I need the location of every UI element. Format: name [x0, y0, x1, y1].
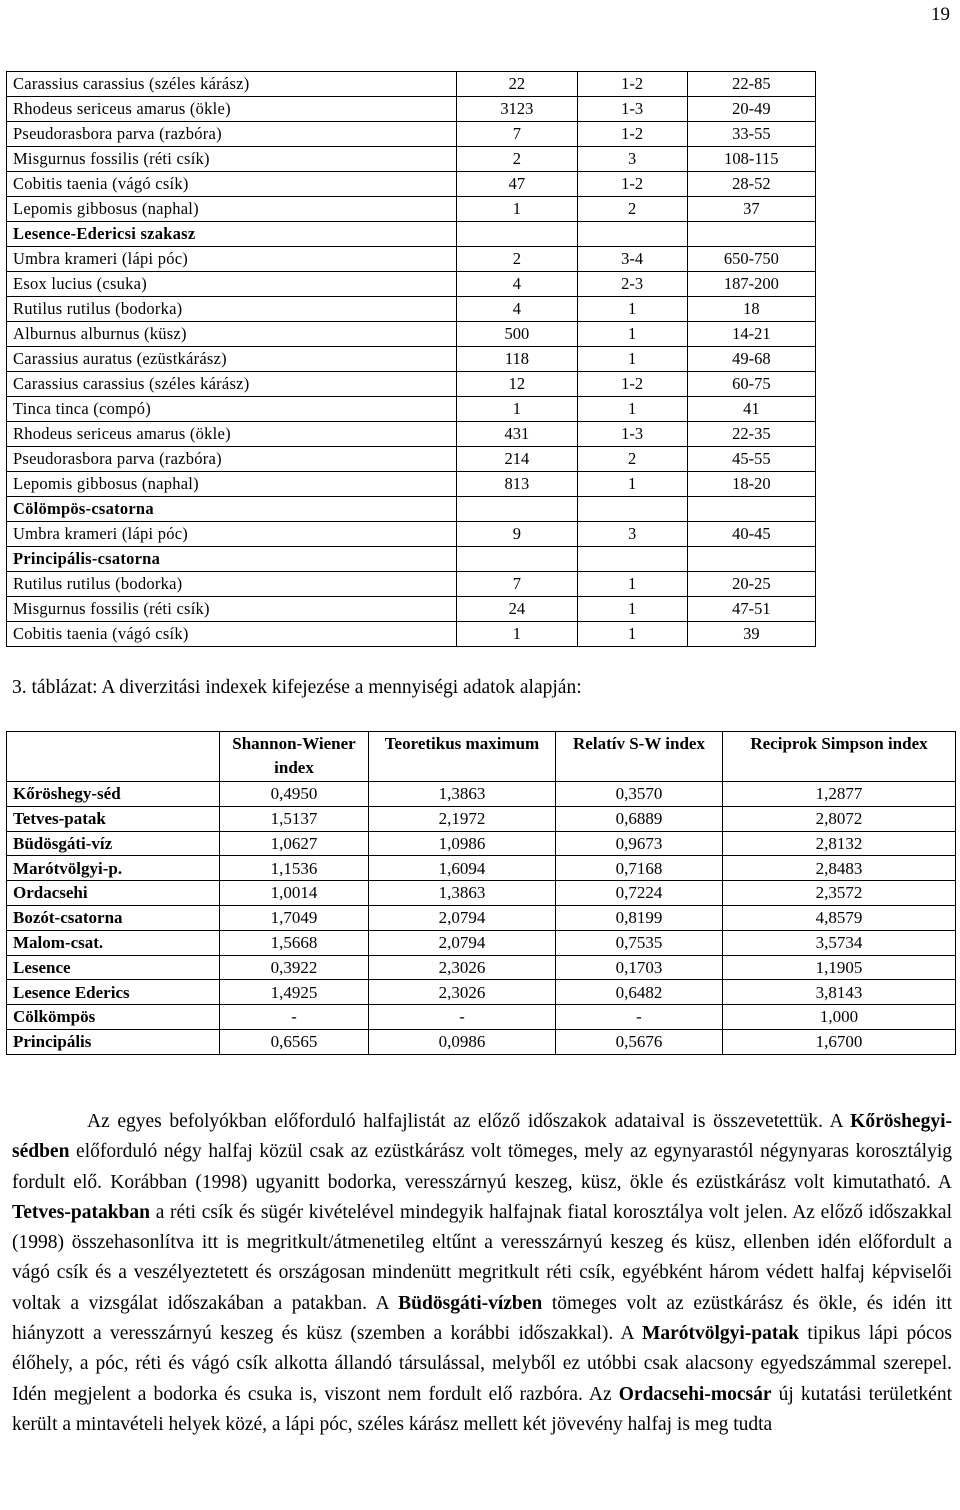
table-caption: 3. táblázat: A diverzitási indexek kifejezése a mennyiségi adatok alapján: — [12, 677, 582, 698]
table-row — [7, 147, 816, 172]
column-header: Reciprok Simpson index — [723, 732, 956, 782]
species-name: Carassius auratus (ezüstkárász) — [7, 347, 457, 372]
age-class: 1-2 — [577, 122, 687, 147]
age-class: 1-3 — [577, 422, 687, 447]
index-value: 1,1536 — [220, 856, 369, 881]
species-name: Rhodeus sericeus amarus (ökle) — [7, 97, 457, 122]
specimen-count: 1 — [457, 397, 577, 422]
index-value: 0,3922 — [220, 955, 369, 980]
specimen-count: 2 — [457, 147, 577, 172]
index-value: 0,6565 — [220, 1029, 369, 1054]
section-row — [7, 222, 816, 247]
species-name: Carassius carassius (széles kárász) — [7, 372, 457, 397]
table-row — [7, 522, 816, 547]
age-class: 1 — [577, 472, 687, 497]
size-range: 39 — [687, 622, 815, 647]
specimen-count: 9 — [457, 522, 577, 547]
diversity-index-table — [6, 731, 956, 1055]
size-range: 33-55 — [687, 122, 815, 147]
size-range: 108-115 — [687, 147, 815, 172]
species-name: Pseudorasbora parva (razbóra) — [7, 122, 457, 147]
index-value: - — [220, 1005, 369, 1030]
column-header: Relatív S-W index — [556, 732, 723, 782]
index-value: 2,3026 — [369, 955, 556, 980]
index-value: 1,0627 — [220, 831, 369, 856]
age-class: 1-2 — [577, 372, 687, 397]
section-title: Cölömpös-csatorna — [7, 497, 457, 522]
index-value: 1,7049 — [220, 905, 369, 930]
index-value: 0,7224 — [556, 881, 723, 906]
table-row — [7, 397, 816, 422]
specimen-count: 24 — [457, 597, 577, 622]
empty-cell — [577, 222, 687, 247]
age-class: 3 — [577, 522, 687, 547]
specimen-count: 12 — [457, 372, 577, 397]
size-range: 20-49 — [687, 97, 815, 122]
species-name: Alburnus alburnus (küsz) — [7, 322, 457, 347]
bold-location-name: Tetves-patakban — [12, 1201, 150, 1223]
table-row — [7, 72, 816, 97]
table-row — [7, 447, 816, 472]
table-row — [7, 297, 816, 322]
specimen-count: 1 — [457, 197, 577, 222]
empty-cell — [687, 547, 815, 572]
specimen-count: 1 — [457, 622, 577, 647]
specimen-count: 431 — [457, 422, 577, 447]
species-name: Cobitis taenia (vágó csík) — [7, 172, 457, 197]
index-value: 0,0986 — [369, 1029, 556, 1054]
species-name: Carassius carassius (széles kárász) — [7, 72, 457, 97]
specimen-count: 47 — [457, 172, 577, 197]
site-name: Büdösgáti-víz — [7, 831, 220, 856]
table-row — [7, 1029, 956, 1054]
species-name: Rutilus rutilus (bodorka) — [7, 572, 457, 597]
age-class: 1 — [577, 572, 687, 597]
site-name: Principális — [7, 1029, 220, 1054]
text-segment: tömeges volt az ezüstkárász és ökle, és idén itt hiányzott a veresszárnyú keszeg és küsz (szemben a korábbi időszakkal). A — [12, 1292, 952, 1345]
empty-cell — [687, 222, 815, 247]
table-row — [7, 572, 816, 597]
age-class: 1 — [577, 397, 687, 422]
index-value: 1,6700 — [723, 1029, 956, 1054]
index-value: 0,4950 — [220, 782, 369, 807]
index-value: 3,5734 — [723, 930, 956, 955]
age-class: 1 — [577, 297, 687, 322]
age-class: 1 — [577, 322, 687, 347]
bold-location-name: Kőröshegyi-sédben — [12, 1111, 952, 1163]
column-header: Teoretikus maximum — [369, 732, 556, 782]
index-value: 2,1972 — [369, 806, 556, 831]
table-row — [7, 1005, 956, 1030]
table-row — [7, 955, 956, 980]
species-name: Umbra krameri (lápi póc) — [7, 522, 457, 547]
page-number: 19 — [931, 4, 950, 25]
text-segment: tipikus lápi pócos élőhely, a póc, réti és vágó csík alkotta állandó társulással, melyből ez utóbbi csak alacsony egyedszámmal szerepel. Idén megjelent a bodorka és csuka is, viszont nem fordult elő razbóra. Az — [12, 1323, 953, 1405]
section-row — [7, 497, 816, 522]
index-value: - — [556, 1005, 723, 1030]
index-value: 1,2877 — [723, 782, 956, 807]
table-row — [7, 272, 816, 297]
section-title: Lesence-Edericsi szakasz — [7, 222, 457, 247]
site-name: Bozót-csatorna — [7, 905, 220, 930]
site-name: Ordacsehi — [7, 881, 220, 906]
age-class: 1 — [577, 622, 687, 647]
index-value: 2,0794 — [369, 930, 556, 955]
index-value: 0,8199 — [556, 905, 723, 930]
site-name: Lesence — [7, 955, 220, 980]
species-name: Lepomis gibbosus (naphal) — [7, 472, 457, 497]
size-range: 28-52 — [687, 172, 815, 197]
empty-cell — [687, 497, 815, 522]
table-row — [7, 597, 816, 622]
table-row — [7, 372, 816, 397]
table-row — [7, 422, 816, 447]
site-name: Kőröshegy-séd — [7, 782, 220, 807]
index-value: 2,0794 — [369, 905, 556, 930]
section-row — [7, 547, 816, 572]
table-row — [7, 782, 956, 807]
species-name: Misgurnus fossilis (réti csík) — [7, 147, 457, 172]
size-range: 41 — [687, 397, 815, 422]
specimen-count: 22 — [457, 72, 577, 97]
table-row — [7, 930, 956, 955]
index-value: 1,5668 — [220, 930, 369, 955]
age-class: 1 — [577, 347, 687, 372]
text-segment: Az egyes befolyókban előforduló halfajlistát az előző időszakok adataival is összevetettük. A — [87, 1111, 851, 1132]
size-range: 14-21 — [687, 322, 815, 347]
size-range: 45-55 — [687, 447, 815, 472]
index-value: 2,3572 — [723, 881, 956, 906]
age-class: 2 — [577, 447, 687, 472]
site-name: Cölkömpös — [7, 1005, 220, 1030]
age-class: 3 — [577, 147, 687, 172]
size-range: 37 — [687, 197, 815, 222]
size-range: 60-75 — [687, 372, 815, 397]
bold-location-name: Marótvölgyi-patak — [641, 1323, 800, 1345]
species-name: Lepomis gibbosus (naphal) — [7, 197, 457, 222]
index-value: 0,3570 — [556, 782, 723, 807]
fish-species-table — [6, 71, 816, 647]
size-range: 22-85 — [687, 72, 815, 97]
table-row — [7, 831, 956, 856]
species-name: Esox lucius (csuka) — [7, 272, 457, 297]
bold-location-name: Ordacsehi-mocsár — [618, 1383, 772, 1405]
column-header: Shannon-Wiener index — [220, 732, 369, 782]
text-segment: új kutatási területként került a mintavételi helyek közé, a lápi póc, széles kárász mellett két jövevény halfaj is meg tudta — [12, 1383, 952, 1435]
size-range: 187-200 — [687, 272, 815, 297]
table-row — [7, 980, 956, 1005]
index-value: 1,5137 — [220, 806, 369, 831]
index-value: 1,000 — [723, 1005, 956, 1030]
specimen-count: 4 — [457, 297, 577, 322]
species-name: Cobitis taenia (vágó csík) — [7, 622, 457, 647]
specimen-count: 214 — [457, 447, 577, 472]
specimen-count: 813 — [457, 472, 577, 497]
index-value: 2,3026 — [369, 980, 556, 1005]
age-class: 1 — [577, 597, 687, 622]
specimen-count: 4 — [457, 272, 577, 297]
table-row — [7, 322, 816, 347]
table-row — [7, 472, 816, 497]
index-value: - — [369, 1005, 556, 1030]
header-empty — [7, 732, 220, 782]
table-row — [7, 172, 816, 197]
text-segment: a réti csík és sügér kivételével mindegyik halfajnak fiatal korosztálya volt jelen. Az előző időszakkal (1998) összehasonlítva itt is megritkult/átmenetileg eltűnt a veresszárnyú keszeg és küsz, ellenben idén előfordult a vágó csík és a veszélyeztetett és országosan mindenütt megritkult réti csík, egyébként három védett halfaj képviselői voltak a vizsgálat időszakában a patakban. A — [12, 1201, 952, 1314]
empty-cell — [577, 497, 687, 522]
empty-cell — [457, 222, 577, 247]
index-value: 1,4925 — [220, 980, 369, 1005]
size-range: 18 — [687, 297, 815, 322]
index-value: 0,9673 — [556, 831, 723, 856]
specimen-count: 3123 — [457, 97, 577, 122]
table-row — [7, 905, 956, 930]
table-row — [7, 197, 816, 222]
species-name: Umbra krameri (lápi póc) — [7, 247, 457, 272]
age-class: 2 — [577, 197, 687, 222]
table-row — [7, 856, 956, 881]
index-value: 0,7168 — [556, 856, 723, 881]
empty-cell — [577, 547, 687, 572]
age-class: 2-3 — [577, 272, 687, 297]
site-name: Lesence Ederics — [7, 980, 220, 1005]
index-value: 1,3863 — [369, 782, 556, 807]
index-value: 1,1905 — [723, 955, 956, 980]
species-name: Pseudorasbora parva (razbóra) — [7, 447, 457, 472]
size-range: 40-45 — [687, 522, 815, 547]
species-name: Rutilus rutilus (bodorka) — [7, 297, 457, 322]
section-title: Principális-csatorna — [7, 547, 457, 572]
site-name: Malom-csat. — [7, 930, 220, 955]
index-value: 0,6482 — [556, 980, 723, 1005]
body-paragraph — [12, 1107, 952, 1440]
text-segment: előforduló négy halfaj közül csak az ezüstkárász volt tömeges, mely az egynyarastól négynyaras korosztályig fordult elő. Korábban (1998) ugyanitt bodorka, veresszárnyú keszeg, küsz, ökle és ezüstkárász volt kimutatható. A — [12, 1141, 952, 1193]
index-value: 0,7535 — [556, 930, 723, 955]
size-range: 49-68 — [687, 347, 815, 372]
index-value: 1,0014 — [220, 881, 369, 906]
size-range: 22-35 — [687, 422, 815, 447]
size-range: 18-20 — [687, 472, 815, 497]
bold-location-name: Büdösgáti-vízben — [398, 1292, 543, 1314]
index-value: 0,6889 — [556, 806, 723, 831]
index-value: 1,3863 — [369, 881, 556, 906]
size-range: 650-750 — [687, 247, 815, 272]
site-name: Tetves-patak — [7, 806, 220, 831]
specimen-count: 500 — [457, 322, 577, 347]
specimen-count: 2 — [457, 247, 577, 272]
table-row — [7, 247, 816, 272]
table-row — [7, 622, 816, 647]
index-value: 1,0986 — [369, 831, 556, 856]
empty-cell — [457, 547, 577, 572]
table-row — [7, 347, 816, 372]
table-row — [7, 806, 956, 831]
empty-cell — [457, 497, 577, 522]
index-value: 2,8132 — [723, 831, 956, 856]
species-name: Misgurnus fossilis (réti csík) — [7, 597, 457, 622]
table-row — [7, 97, 816, 122]
index-value: 0,5676 — [556, 1029, 723, 1054]
index-value: 4,8579 — [723, 905, 956, 930]
table-row — [7, 881, 956, 906]
species-name: Tinca tinca (compó) — [7, 397, 457, 422]
table-row — [7, 122, 816, 147]
index-value: 1,6094 — [369, 856, 556, 881]
specimen-count: 7 — [457, 572, 577, 597]
index-value: 2,8483 — [723, 856, 956, 881]
age-class: 1-2 — [577, 172, 687, 197]
specimen-count: 7 — [457, 122, 577, 147]
size-range: 47-51 — [687, 597, 815, 622]
age-class: 3-4 — [577, 247, 687, 272]
index-value: 2,8072 — [723, 806, 956, 831]
age-class: 1-3 — [577, 97, 687, 122]
specimen-count: 118 — [457, 347, 577, 372]
size-range: 20-25 — [687, 572, 815, 597]
age-class: 1-2 — [577, 72, 687, 97]
species-name: Rhodeus sericeus amarus (ökle) — [7, 422, 457, 447]
site-name: Marótvölgyi-p. — [7, 856, 220, 881]
index-value: 0,1703 — [556, 955, 723, 980]
index-value: 3,8143 — [723, 980, 956, 1005]
